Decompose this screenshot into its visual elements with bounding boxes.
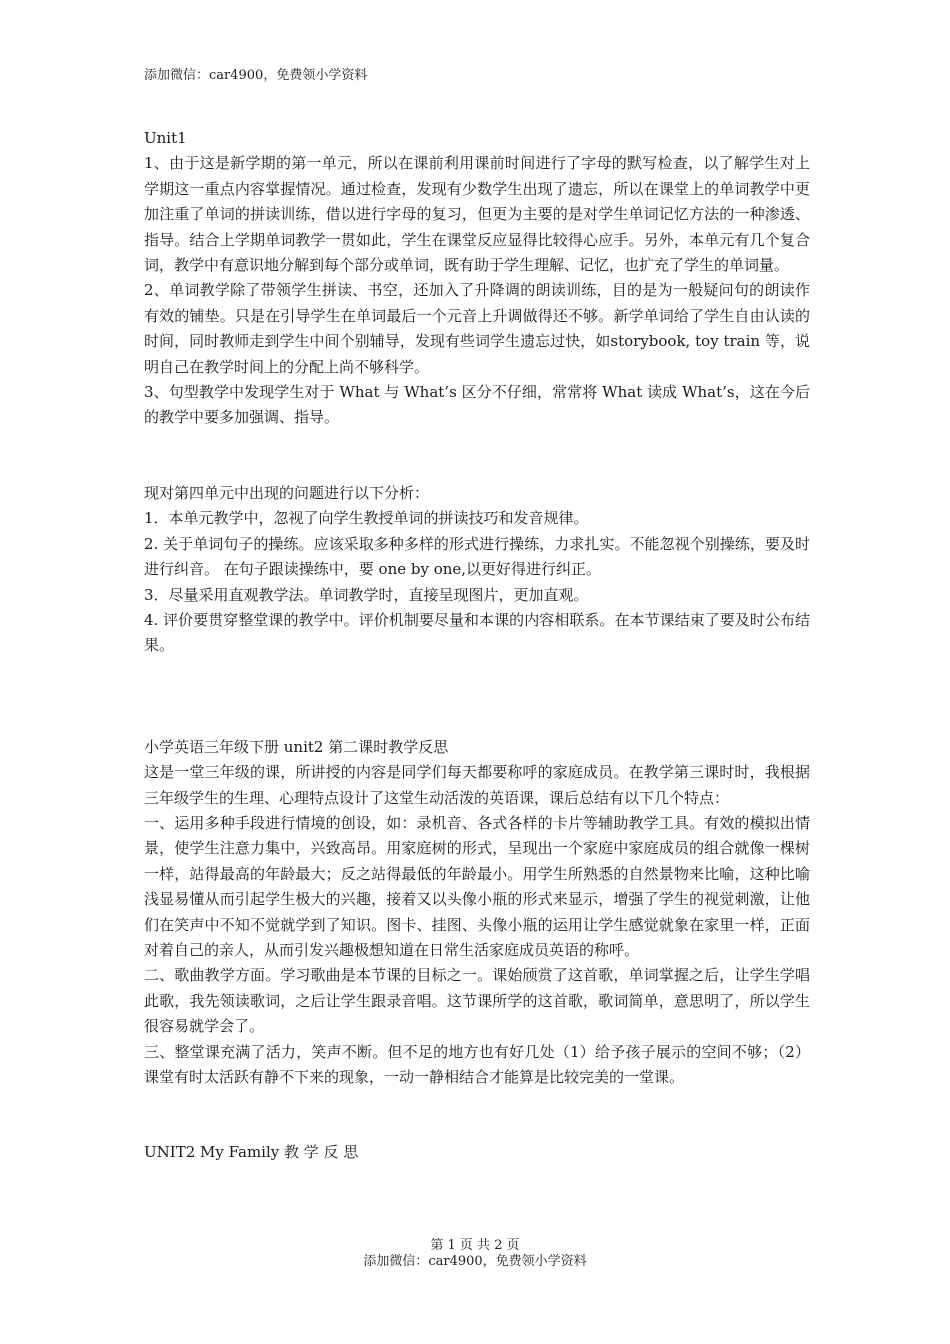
section1-paragraph-2: 2、单词教学除了带领学生拼读、书空，还加入了升降调的朗读训练，目的是为一般疑问句的朗读作有效的铺垫。只是在引导学生在单词最后一个元音上升调做得还不够。新学单词给了学生自由认读的时间，同时教师走到学生中间个别辅导，发现有些词学生遗忘过快，如storybook, toy train 等，说明自己在教学时间上的分配上尚不够科学。	[144, 281, 810, 376]
section3-paragraph-3: 二、歌曲教学方面。学习歌曲是本节课的目标之一。课始颀赏了这首歌，单词掌握之后，让学生学唱此歌，我先领读歌词，之后让学生跟录音唱。这节课所学的这首歌，歌词简单，意思明了，所以学生很容易就学会了。	[144, 966, 810, 1036]
section1-paragraph-3: 3、句型教学中发现学生对于 What 与 What’s 区分不仔细，常常将 What 读成 What’s，这在今后的教学中要多加强调、指导。	[144, 383, 810, 427]
page-number: 第 1 页 共 2 页	[430, 1238, 520, 1253]
footer-note: 添加微信：car4900，免费领小学资料	[363, 1254, 587, 1269]
section2-intro: 现对第四单元中出现的问题进行以下分析：	[144, 483, 430, 502]
section2-item-4: 4. 评价要贯穿整堂课的教学中。评价机制要尽量和本课的内容相联系。在本节课结束了要及时公布结果。	[144, 610, 810, 655]
section1-paragraph-1: 1、由于这是新学期的第一单元，所以在课前利用课前时间进行了字母的默写检查，以了解学生对上学期这一重点内容掌握情况。通过检查，发现有少数学生出现了遗忘，所以在课堂上的单词教学中更加注重了单词的拼读训练，借以进行字母的复习，但更为主要的是对学生单词记忆方法的一种渗透、指导。结合上学期单词教学一贯如此，学生在课堂反应显得比较得心应手。另外，本单元有几个复合词，教学中有意识地分解到每个部分或单词，既有助于学生理解、记忆，也扩充了学生的单词量。	[144, 154, 810, 275]
section1-title: Unit1	[144, 129, 187, 147]
section2-item-1: 1．本单元教学中，忽视了向学生教授单词的拼读技巧和发音规律。	[144, 509, 589, 528]
header-note: 添加微信：car4900，免费领小学资料	[144, 68, 368, 83]
section3-paragraph-2: 一、运用多种手段进行情境的创设，如：录机音、各式各样的卡片等辅助教学工具。有效的模拟出情景，使学生注意力集中，兴致高昂。用家庭树的形式，呈现出一个家庭中家庭成员的组合就像一棵树一样，站得最高的年龄最大；反之站得最低的年龄最小。用学生所熟悉的自然景物来比喻，这种比喻浅显易懂从而引起学生极大的兴趣，接着又以头像小瓶的形式来显示，增强了学生的视觉刺激，让他们在笑声中不知不觉就学到了知识。图卡、挂图、头像小瓶的运用让学生感觉就象在家里一样，正面对着自己的亲人，从而引发兴趣极想知道在日常生活家庭成员英语的称呼。	[144, 813, 810, 959]
section4-title: UNIT2 My Family 教 学 反 思	[144, 1143, 359, 1162]
section2-item-2: 2. 关于单词句子的操练。应该采取多种多样的形式进行操练，力求扎实。不能忽视个别操练，要及时进行纠音。 在句子跟读操练中，要 one by one,以更好得进行纠正。	[144, 534, 810, 579]
section3-paragraph-1: 这是一堂三年级的课，所讲授的内容是同学们每天都要称呼的家庭成员。在教学第三课时时，我根据三年级学生的生理、心理特点设计了这堂生动活泼的英语课，课后总结有以下几个特点：	[144, 763, 810, 807]
section3-title: 小学英语三年级下册 unit2 第二课时教学反思	[144, 737, 449, 756]
section2-item-3: 3．尽量采用直观教学法。单词教学时，直接呈现图片，更加直观。	[144, 585, 589, 604]
spacer	[144, 1090, 810, 1140]
spacer	[144, 659, 810, 735]
spacer	[144, 431, 810, 481]
document-body	[144, 126, 810, 1166]
section3-paragraph-4: 三、整堂课充满了活力，笑声不断。但不足的地方也有好几处（1）给予孩子展示的空间不够；（2）课堂有时太活跃有静不下来的现象，一动一静相结合才能算是比较完美的一堂课。	[144, 1042, 810, 1086]
